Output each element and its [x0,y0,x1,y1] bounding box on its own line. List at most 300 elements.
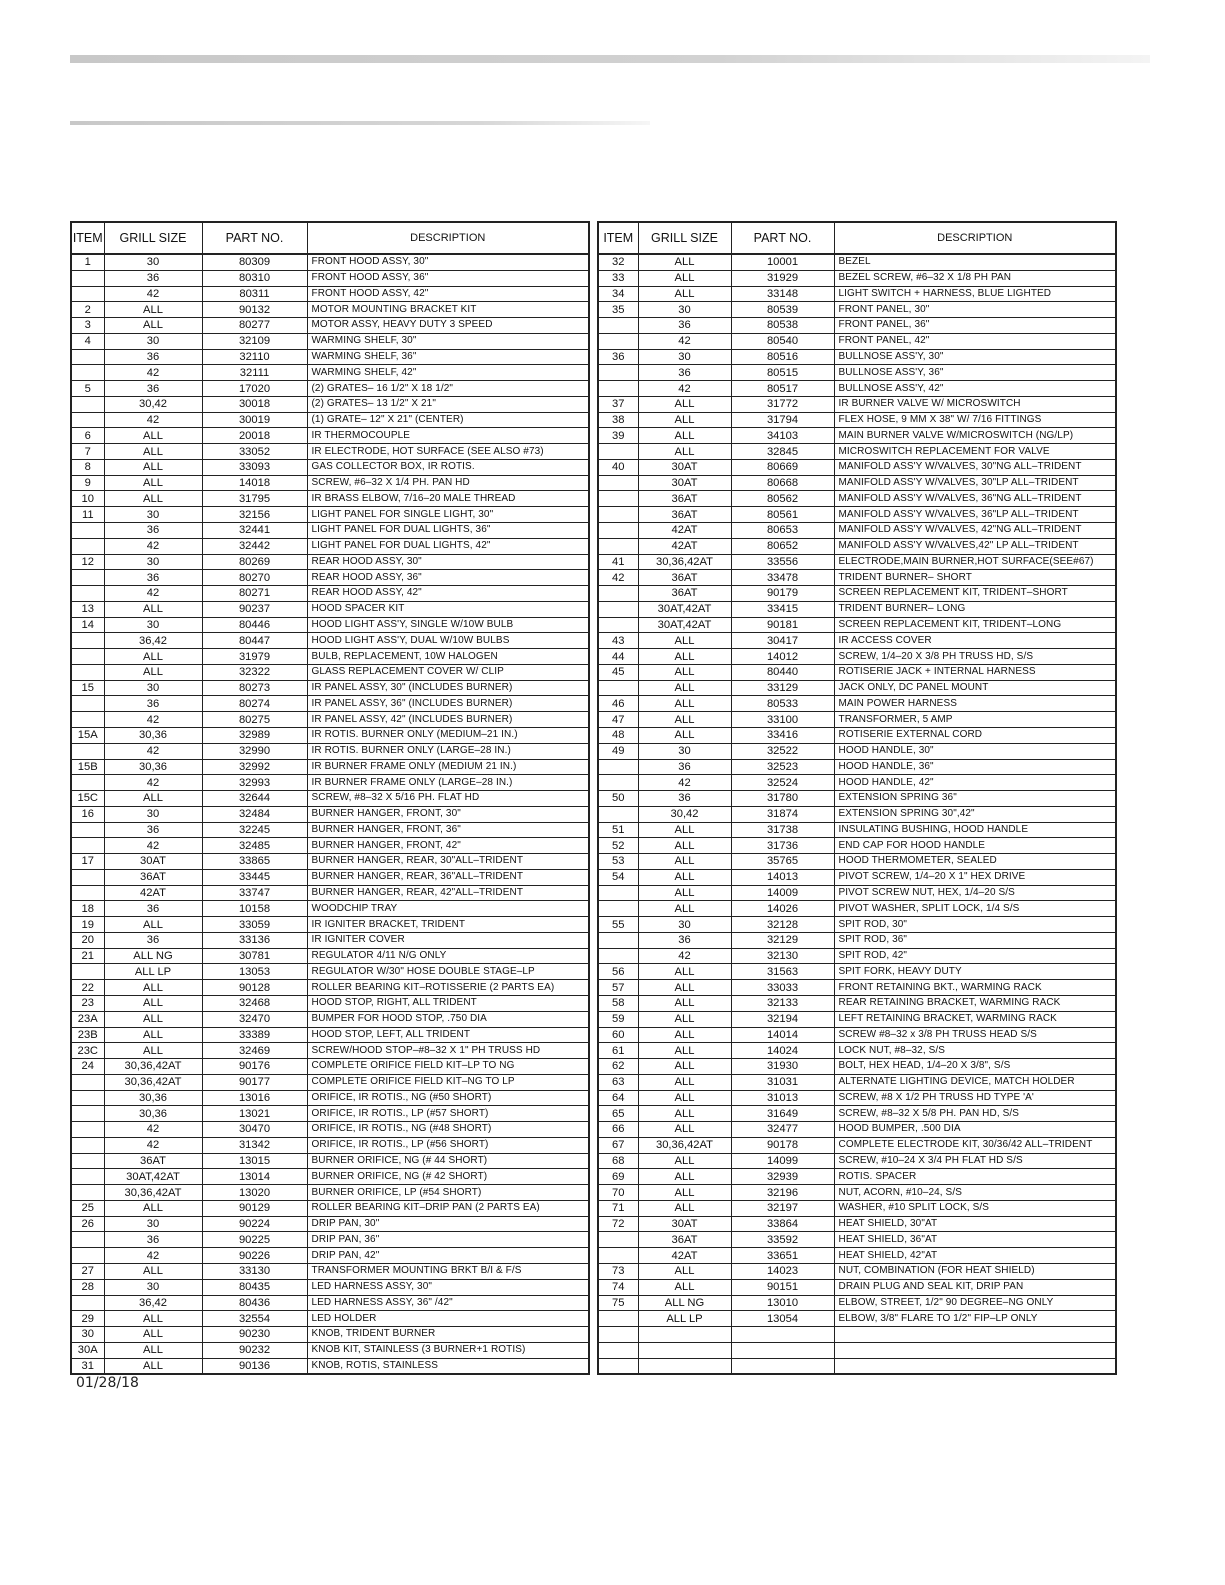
part-number: 31736 [731,838,834,854]
item-number: 15 [71,680,104,696]
part-number: 32484 [202,806,307,822]
grill-size: 42 [104,838,202,854]
item-number [598,806,638,822]
part-description: FRONT HOOD ASSY, 36" [307,270,589,286]
part-description: LOCK NUT, #8–32, S/S [834,1043,1116,1059]
item-number [598,1232,638,1248]
part-number: 33059 [202,917,307,933]
header-item: ITEM [71,222,104,254]
part-description: WARMING SHELF, 30" [307,333,589,349]
grill-size: ALL [104,1043,202,1059]
table-row [598,1358,1116,1374]
part-number: 33100 [731,712,834,728]
part-description: SCREW, #8–32 X 5/8 PH. PAN HD, S/S [834,1106,1116,1122]
table-row [71,1169,589,1185]
item-number [71,633,104,649]
grill-size: 30 [638,302,731,318]
table-row [598,1090,1116,1106]
grill-size: 36AT [638,491,731,507]
item-number [598,601,638,617]
item-number: 15B [71,759,104,775]
table-row [71,1106,589,1122]
grill-size: ALL [638,854,731,870]
part-number: 31563 [731,964,834,980]
grill-size: 36 [638,318,731,334]
table-row [71,901,589,917]
header-description: DESCRIPTION [834,222,1116,254]
table-row [598,333,1116,349]
table-row [598,980,1116,996]
part-number: 80653 [731,523,834,539]
item-number [598,1342,638,1358]
grill-size: ALL [638,1027,731,1043]
item-number: 24 [71,1059,104,1075]
part-number: 32196 [731,1185,834,1201]
part-description: IR PANEL ASSY, 36" (INCLUDES BURNER) [307,696,589,712]
grill-size: ALL [638,964,731,980]
part-description: BEZEL [834,254,1116,270]
table-row [598,1106,1116,1122]
item-number [598,381,638,397]
part-number: 90232 [202,1342,307,1358]
revision-date: 01/28/18 [76,1375,139,1391]
grill-size: 42 [104,1248,202,1264]
part-description: IR IGNITER COVER [307,932,589,948]
header-part-no: PART NO. [731,222,834,254]
part-number: 32485 [202,838,307,854]
table-row [71,1122,589,1138]
item-number [71,696,104,712]
part-description: SCREW, #8 X 1/2 PH TRUSS HD TYPE 'A' [834,1090,1116,1106]
table-row [71,822,589,838]
part-number: 90226 [202,1248,307,1264]
part-number: 32322 [202,664,307,680]
grill-size: ALL [638,412,731,428]
part-number: 32441 [202,523,307,539]
part-number: 32442 [202,538,307,554]
item-number: 28 [71,1279,104,1295]
part-number: 90151 [731,1279,834,1295]
grill-size: ALL [638,633,731,649]
part-number: 33415 [731,601,834,617]
grill-size: ALL [104,664,202,680]
part-description: IR BURNER VALVE W/ MICROSWITCH [834,396,1116,412]
table-row [71,396,589,412]
part-number: 80538 [731,318,834,334]
grill-size: 36AT [638,507,731,523]
item-number: 23B [71,1027,104,1043]
grill-size: 36 [638,791,731,807]
item-number [598,475,638,491]
part-description: BURNER HANGER, REAR, 30"ALL–TRIDENT [307,854,589,870]
part-number: 80271 [202,586,307,602]
part-number: 80273 [202,680,307,696]
part-number: 90132 [202,302,307,318]
item-number [598,1327,638,1343]
table-row [71,444,589,460]
item-number: 19 [71,917,104,933]
part-number: 31013 [731,1090,834,1106]
item-number [598,759,638,775]
table-row [598,1027,1116,1043]
part-description: IR THERMOCOUPLE [307,428,589,444]
grill-size: 30 [104,333,202,349]
item-number: 22 [71,980,104,996]
part-description: REAR HOOD ASSY, 42" [307,586,589,602]
table-row [71,1248,589,1264]
part-number: 10158 [202,901,307,917]
part-description: ELECTRODE,MAIN BURNER,HOT SURFACE(SEE#67) [834,554,1116,570]
part-description: BURNER HANGER, FRONT, 30" [307,806,589,822]
part-number: 33864 [731,1216,834,1232]
part-number: 33136 [202,932,307,948]
part-description: FRONT RETAINING BKT., WARMING RACK [834,980,1116,996]
part-description: FRONT HOOD ASSY, 42" [307,286,589,302]
item-number [71,964,104,980]
part-number: 33093 [202,459,307,475]
item-number [71,365,104,381]
table-row [598,475,1116,491]
table-header-row [598,222,1116,254]
table-row [598,1059,1116,1075]
part-description: BURNER HANGER, FRONT, 42" [307,838,589,854]
item-number: 52 [598,838,638,854]
table-row [71,1090,589,1106]
item-number: 20 [71,932,104,948]
item-number: 23C [71,1043,104,1059]
table-row [71,1153,589,1169]
part-number: 10001 [731,254,834,270]
part-number: 14018 [202,475,307,491]
part-description: IR BURNER FRAME ONLY (MEDIUM 21 IN.) [307,759,589,775]
table-row [598,838,1116,854]
table-row [598,775,1116,791]
part-number: 32129 [731,932,834,948]
part-description: DRIP PAN, 42" [307,1248,589,1264]
grill-size: 36AT [638,586,731,602]
item-number [71,1074,104,1090]
grill-size: 42AT [638,538,731,554]
table-row [71,791,589,807]
grill-size: 36 [104,523,202,539]
table-row [71,775,589,791]
table-row [598,1074,1116,1090]
table-row [598,791,1116,807]
grill-size: ALL [638,885,731,901]
item-number [71,1137,104,1153]
item-number [71,349,104,365]
grill-size: ALL [104,1342,202,1358]
part-number: 33747 [202,885,307,901]
table-row [598,1122,1116,1138]
part-number: 33389 [202,1027,307,1043]
grill-size: 42AT [638,1248,731,1264]
part-number [731,1358,834,1374]
table-row [598,412,1116,428]
part-description: HOOD HANDLE, 30" [834,743,1116,759]
grill-size: 42 [104,586,202,602]
grill-size: ALL [638,1011,731,1027]
grill-size: ALL [638,286,731,302]
part-number: 32110 [202,349,307,365]
grill-size: 36AT [104,1153,202,1169]
item-number: 17 [71,854,104,870]
grill-size: 42 [104,538,202,554]
table-row [71,743,589,759]
table-row [71,254,589,270]
part-number: 14023 [731,1264,834,1280]
grill-size: ALL [104,649,202,665]
table-row [71,1342,589,1358]
part-number: 32128 [731,917,834,933]
table-row [71,412,589,428]
table-row [598,1043,1116,1059]
part-number: 32992 [202,759,307,775]
item-number [598,948,638,964]
part-description: IR BRASS ELBOW, 7/16–20 MALE THREAD [307,491,589,507]
part-number: 32524 [731,775,834,791]
grill-size: ALL [638,428,731,444]
table-row [71,286,589,302]
part-description: HEAT SHIELD, 30"AT [834,1216,1116,1232]
grill-size: ALL NG [104,948,202,964]
grill-size: ALL [638,1279,731,1295]
part-description: REAR HOOD ASSY, 30" [307,554,589,570]
table-row [71,854,589,870]
grill-size: 36 [104,932,202,948]
part-description: SCREW, #8–32 X 5/16 PH. FLAT HD [307,791,589,807]
part-number: 30470 [202,1122,307,1138]
item-number: 57 [598,980,638,996]
table-row [598,901,1116,917]
part-description: LIGHT PANEL FOR SINGLE LIGHT, 30" [307,507,589,523]
item-number: 62 [598,1059,638,1075]
part-number: 33416 [731,727,834,743]
table-row [598,1153,1116,1169]
part-description: IR PANEL ASSY, 42" (INCLUDES BURNER) [307,712,589,728]
grill-size: ALL [104,1327,202,1343]
part-number: 31795 [202,491,307,507]
grill-size: ALL [638,1090,731,1106]
grill-size [638,1327,731,1343]
part-number: 90178 [731,1137,834,1153]
item-number: 55 [598,917,638,933]
grill-size: ALL [104,1358,202,1374]
item-number [71,743,104,759]
grill-size: 30,36 [104,727,202,743]
grill-size: 30AT,42AT [638,601,731,617]
part-description: SCREEN REPLACEMENT KIT, TRIDENT–SHORT [834,586,1116,602]
part-description: HOOD BUMPER, .500 DIA [834,1122,1116,1138]
part-number: 90177 [202,1074,307,1090]
grill-size: 42 [104,412,202,428]
parts-table-right [597,221,1117,1375]
grill-size: ALL [638,901,731,917]
part-description: SPIT ROD, 42" [834,948,1116,964]
part-description: BULLNOSE ASS'Y, 42" [834,381,1116,397]
part-number: 13010 [731,1295,834,1311]
grill-size: ALL [638,270,731,286]
part-description: (1) GRATE– 12" X 21" (CENTER) [307,412,589,428]
item-number [71,649,104,665]
item-number [598,901,638,917]
part-number: 20018 [202,428,307,444]
part-description: MANIFOLD ASS'Y W/VALVES, 42"NG ALL–TRIDENT [834,523,1116,539]
part-description: FRONT PANEL, 42" [834,333,1116,349]
part-number: 90225 [202,1232,307,1248]
item-number: 66 [598,1122,638,1138]
part-number [731,1342,834,1358]
table-row [598,664,1116,680]
item-number: 33 [598,270,638,286]
table-row [71,995,589,1011]
part-number: 33478 [731,570,834,586]
part-number: 90237 [202,601,307,617]
item-number: 6 [71,428,104,444]
part-description: LED HARNESS ASSY, 30" [307,1279,589,1295]
item-number: 38 [598,412,638,428]
table-row [71,948,589,964]
part-description: WARMING SHELF, 36" [307,349,589,365]
grill-size: ALL [104,1027,202,1043]
part-number: 13020 [202,1185,307,1201]
table-row [71,1043,589,1059]
part-number: 32468 [202,995,307,1011]
part-description: IR ELECTRODE, HOT SURFACE (SEE ALSO #73) [307,444,589,460]
table-header-row [71,222,589,254]
part-description: IR PANEL ASSY, 30" (INCLUDES BURNER) [307,680,589,696]
part-description: SCREW, 1/4–20 X 3/8 PH TRUSS HD, S/S [834,649,1116,665]
table-row [598,1342,1116,1358]
table-row [71,1011,589,1027]
item-number: 21 [71,948,104,964]
item-number: 68 [598,1153,638,1169]
table-row [71,1216,589,1232]
item-number: 35 [598,302,638,318]
grill-size: 30 [104,254,202,270]
part-description: GLASS REPLACEMENT COVER W/ CLIP [307,664,589,680]
table-row [71,475,589,491]
table-row [598,680,1116,696]
table-row [598,570,1116,586]
item-number: 69 [598,1169,638,1185]
item-number: 63 [598,1074,638,1090]
header-grill-size: GRILL SIZE [104,222,202,254]
part-number: 33033 [731,980,834,996]
item-number: 30A [71,1342,104,1358]
item-number: 42 [598,570,638,586]
grill-size: ALL [638,254,731,270]
grill-size: 30 [104,507,202,523]
part-number: 30018 [202,396,307,412]
part-description: LEFT RETAINING BRACKET, WARMING RACK [834,1011,1116,1027]
grill-size: 30,36,42AT [638,554,731,570]
part-description [834,1342,1116,1358]
table-row [598,523,1116,539]
part-description: IR IGNITER BRACKET, TRIDENT [307,917,589,933]
part-description: COMPLETE ELECTRODE KIT, 30/36/42 ALL–TRIDENT [834,1137,1116,1153]
item-number: 56 [598,964,638,980]
item-number: 23A [71,1011,104,1027]
grill-size: 30 [104,1216,202,1232]
item-number: 64 [598,1090,638,1106]
part-number: 32111 [202,365,307,381]
part-description: HOOD HANDLE, 42" [834,775,1116,791]
table-row [71,459,589,475]
table-row [598,554,1116,570]
part-description: WOODCHIP TRAY [307,901,589,917]
grill-size: 30 [104,806,202,822]
grill-size: ALL [104,1311,202,1327]
item-number: 72 [598,1216,638,1232]
grill-size: ALL [638,649,731,665]
table-row [71,1232,589,1248]
item-number: 65 [598,1106,638,1122]
part-description: TRANSFORMER MOUNTING BRKT B/I & F/S [307,1264,589,1280]
part-description: GAS COLLECTOR BOX, IR ROTIS. [307,459,589,475]
table-row [71,428,589,444]
part-description: NUT, COMBINATION (FOR HEAT SHIELD) [834,1264,1116,1280]
table-row [598,885,1116,901]
part-number: 80270 [202,570,307,586]
table-row [598,917,1116,933]
table-row [71,1295,589,1311]
table-row [71,1358,589,1374]
part-number: 32523 [731,759,834,775]
item-number [71,1106,104,1122]
part-number: 14024 [731,1043,834,1059]
part-number: 31930 [731,1059,834,1075]
part-number: 80274 [202,696,307,712]
part-number: 33148 [731,286,834,302]
item-number: 61 [598,1043,638,1059]
table-row [71,980,589,996]
table-row [598,633,1116,649]
item-number [598,775,638,791]
header-item: ITEM [598,222,638,254]
part-number: 80668 [731,475,834,491]
part-description: IR BURNER FRAME ONLY (LARGE–28 IN.) [307,775,589,791]
part-number [731,1327,834,1343]
table-row [71,617,589,633]
item-number [598,885,638,901]
part-number: 80533 [731,696,834,712]
item-number: 74 [598,1279,638,1295]
part-number: 32197 [731,1200,834,1216]
grill-size: 42 [638,333,731,349]
item-number: 48 [598,727,638,743]
grill-size: ALL [104,791,202,807]
part-number: 80275 [202,712,307,728]
part-description: MANIFOLD ASS'Y W/VALVES, 36"LP ALL–TRIDENT [834,507,1116,523]
grill-size: ALL LP [638,1311,731,1327]
part-description [834,1358,1116,1374]
table-row [598,806,1116,822]
table-row [598,1169,1116,1185]
part-description: KNOB KIT, STAINLESS (3 BURNER+1 ROTIS) [307,1342,589,1358]
grill-size: 36 [638,759,731,775]
part-number: 80309 [202,254,307,270]
part-number: 90224 [202,1216,307,1232]
table-row [598,1327,1116,1343]
part-description: REAR RETAINING BRACKET, WARMING RACK [834,995,1116,1011]
table-row [71,1200,589,1216]
item-number [71,1090,104,1106]
part-number: 33556 [731,554,834,570]
table-row [598,995,1116,1011]
part-number: 80446 [202,617,307,633]
part-number: 80515 [731,365,834,381]
